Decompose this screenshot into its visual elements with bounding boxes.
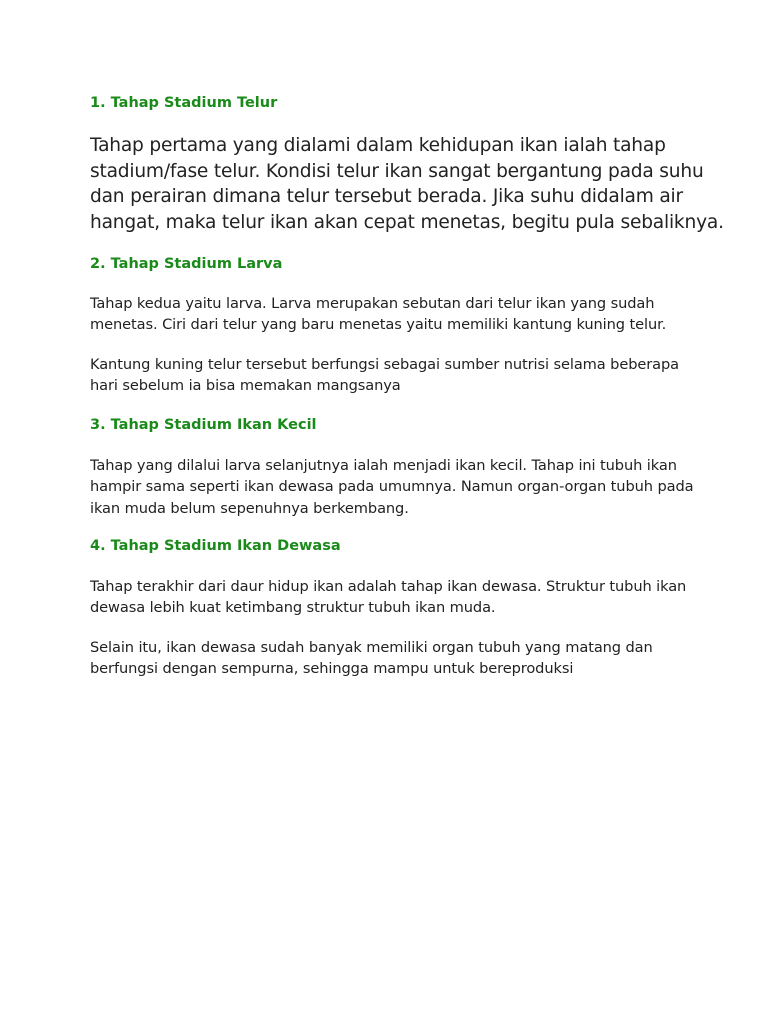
text-line: stadium/fase telur. Kondisi telur ikan sangat bergantung pada suhu bbox=[90, 160, 704, 182]
section-heading: 2. Tahap Stadium Larva bbox=[90, 256, 283, 272]
text-line: Tahap yang dilalui larva selanjutnya ialah menjadi ikan kecil. Tahap ini tubuh ikan bbox=[90, 457, 677, 474]
text-line: ikan muda belum sepenuhnya berkembang. bbox=[90, 499, 409, 517]
text-line: hari sebelum ia bisa memakan mangsanya bbox=[90, 377, 401, 395]
text-line: Tahap pertama yang dialami dalam kehidupan ikan ialah tahap bbox=[90, 135, 666, 156]
section-heading: 1. Tahap Stadium Telur bbox=[90, 95, 278, 111]
text-line: Selain itu, ikan dewasa sudah banyak memiliki organ tubuh yang matang dan bbox=[90, 639, 653, 656]
text-line: dewasa lebih kuat ketimbang struktur tubuh ikan muda. bbox=[90, 599, 496, 617]
text-line: dan perairan dimana telur tersebut berada. Jika suhu didalam air bbox=[90, 186, 683, 207]
text-line: berfungsi dengan sempurna, sehingga mampu untuk bereproduksi bbox=[90, 660, 574, 678]
section-paragraph bbox=[90, 293, 666, 336]
section-paragraph bbox=[90, 354, 679, 397]
text-line: hampir sama seperti ikan dewasa pada umumnya. Namun organ-organ tubuh pada bbox=[90, 478, 694, 496]
text-line: hangat, maka telur ikan akan cepat menetas, begitu pula sebaliknya. bbox=[90, 211, 724, 233]
section-paragraph bbox=[90, 455, 693, 519]
section-heading: 4. Tahap Stadium Ikan Dewasa bbox=[90, 538, 341, 554]
text-line: Tahap kedua yaitu larva. Larva merupakan sebutan dari telur ikan yang sudah bbox=[90, 295, 655, 312]
section-paragraph bbox=[90, 637, 653, 680]
text-line: Tahap terakhir dari daur hidup ikan adalah tahap ikan dewasa. Struktur tubuh ikan bbox=[90, 578, 687, 595]
section-paragraph bbox=[90, 576, 686, 619]
text-line: Kantung kuning telur tersebut berfungsi sebagai sumber nutrisi selama beberapa bbox=[90, 356, 679, 373]
text-line: menetas. Ciri dari telur yang baru menetas yaitu memiliki kantung kuning telur. bbox=[90, 316, 667, 334]
section-paragraph bbox=[90, 133, 724, 235]
section-heading: 3. Tahap Stadium Ikan Kecil bbox=[90, 417, 317, 433]
